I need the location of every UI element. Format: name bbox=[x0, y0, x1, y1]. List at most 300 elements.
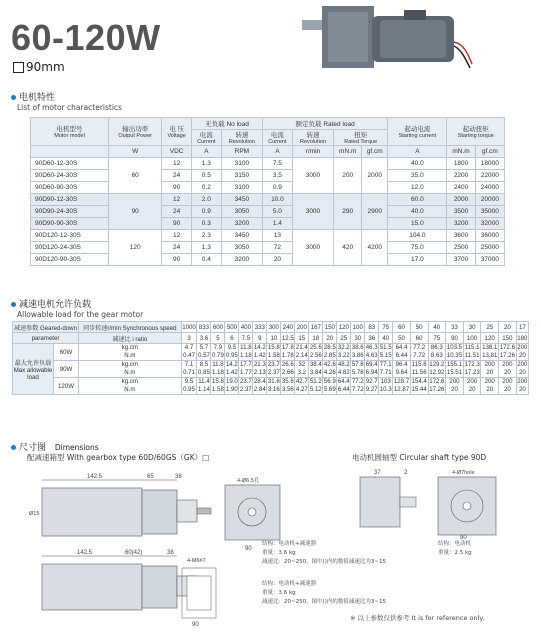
load-cell: 17.7 1.77 bbox=[239, 361, 252, 376]
load-cell: 9.5 0.95 bbox=[183, 378, 195, 393]
unit-cell: A bbox=[191, 146, 221, 158]
load-cell: 200 20 bbox=[517, 344, 528, 359]
shaft-caption: 电动机圆轴型 Circular shaft type 90D bbox=[352, 453, 487, 462]
table-unit-row bbox=[31, 146, 505, 158]
table-cell: 90 bbox=[162, 218, 192, 230]
ratio-cell: 75 bbox=[428, 333, 446, 344]
dim-label: 38 bbox=[175, 474, 182, 480]
table-cell: 24 bbox=[162, 242, 192, 254]
load-cell: 200 20 bbox=[499, 378, 517, 395]
table-cell: 13 bbox=[263, 230, 293, 242]
section-title-cn: 电机特性 bbox=[19, 93, 56, 103]
ratio-cell: 30 bbox=[351, 333, 365, 344]
ratio-cell: 100 bbox=[463, 333, 481, 344]
table-cell: 90 bbox=[109, 194, 162, 230]
table-cell: 7.5 bbox=[263, 158, 293, 170]
load-cell: 69.4 6.94 bbox=[365, 361, 378, 376]
load-cell: 4.7 0.47 bbox=[183, 344, 195, 359]
dim-label: 2 bbox=[404, 470, 408, 476]
speed-cell: 200 bbox=[296, 323, 307, 331]
load-cell: 57.8 5.78 bbox=[351, 361, 364, 376]
load-cell: 14.2 1.42 bbox=[225, 361, 238, 376]
load-cell: 15.8 1.58 bbox=[211, 378, 224, 393]
spec-line: 减速比：20~250。图中()内的数值减速比为3~15 bbox=[262, 559, 387, 565]
speed-cell: 833 bbox=[198, 323, 210, 331]
load-cell: 38.4 3.84 bbox=[309, 361, 322, 376]
dim-label: 90 bbox=[460, 535, 467, 540]
section-title-en: List of motor characteristics bbox=[17, 103, 122, 112]
column-header: 起动电流 Starting current bbox=[388, 118, 447, 146]
table-row bbox=[31, 242, 505, 254]
load-cell: 25.6 2.56 bbox=[309, 344, 322, 359]
table-cell: 22000 bbox=[475, 170, 504, 182]
dim-label: 37 bbox=[374, 470, 381, 476]
spec-line: 重量：3.6 kg bbox=[262, 590, 296, 596]
load-cell: 200 20 bbox=[499, 361, 517, 378]
load-cell: 77.2 7.72 bbox=[410, 344, 428, 361]
load-cell: 23.7 2.37 bbox=[267, 361, 280, 376]
load-cell: 51.2 5.12 bbox=[309, 378, 322, 393]
unit-cell: A bbox=[388, 146, 447, 158]
table-cell: 104.0 bbox=[388, 230, 447, 242]
load-cell: 51.5 5.15 bbox=[379, 344, 392, 359]
table-cell: 2500 bbox=[447, 242, 475, 254]
dim-label: 142.5 bbox=[87, 474, 103, 480]
section-title-en: Allowable load for the gear motor bbox=[17, 310, 144, 319]
table-cell: 90 bbox=[162, 254, 192, 266]
load-cell: 11.8 1.18 bbox=[211, 361, 224, 376]
load-cell: 138.1 13.81 bbox=[482, 344, 498, 359]
table-cell: 2400 bbox=[447, 182, 475, 194]
load-cell: 7.1 0.71 bbox=[183, 361, 195, 376]
model-cell: 90D120-12-30S bbox=[31, 230, 109, 242]
column-header: 电机型号 Motor model bbox=[31, 118, 109, 146]
load-cell: 200 20 bbox=[481, 378, 499, 395]
section-allowable-load bbox=[11, 297, 143, 319]
gearbox-drawing-top bbox=[27, 470, 282, 555]
table-header-row bbox=[13, 322, 529, 333]
table-cell: 36000 bbox=[475, 230, 504, 242]
dim-label: 4-Ø6.5孔 bbox=[237, 478, 260, 484]
speed-cell: 20 bbox=[499, 322, 517, 333]
table-cell: 10.0 bbox=[263, 194, 293, 206]
load-cell: 14.2 1.42 bbox=[253, 344, 266, 359]
spec-line: 重量：3.6 kg bbox=[262, 550, 296, 556]
load-cell: 96.4 9.64 bbox=[393, 361, 411, 378]
column-header: 起动扭矩 Starting torque bbox=[447, 118, 505, 146]
ratio-cell: 60 bbox=[410, 333, 428, 344]
table-cell: 0.2 bbox=[191, 182, 221, 194]
table-cell: 3200 bbox=[221, 218, 262, 230]
column-header: 同步转速r/min Synchronous speed bbox=[78, 322, 181, 333]
power-cell: 90W bbox=[54, 361, 79, 378]
table-cell: 20000 bbox=[475, 194, 504, 206]
load-cell: 172.6 17.26 bbox=[429, 378, 445, 393]
power-cell: 60W bbox=[54, 344, 79, 361]
load-cell: 64.4 6.44 bbox=[337, 378, 350, 393]
table-cell: 90 bbox=[162, 182, 192, 194]
table-cell: 4200 bbox=[362, 230, 388, 266]
table-cell: 37000 bbox=[475, 254, 504, 266]
spec-note-3 bbox=[438, 540, 472, 558]
table-cell: 3100 bbox=[221, 182, 262, 194]
square-icon bbox=[13, 62, 24, 73]
spec-line: 结构：电动机+减速器 bbox=[262, 581, 317, 587]
table-cell: 25000 bbox=[475, 242, 504, 254]
table-cell: 2.3 bbox=[191, 230, 221, 242]
load-cell: 28.5 2.85 bbox=[323, 344, 336, 359]
load-cell: 21.4 2.14 bbox=[295, 344, 308, 359]
load-cell: 7.9 0.79 bbox=[211, 344, 224, 359]
load-cell: 115.6 11.56 bbox=[411, 361, 427, 376]
load-cell: 92.7 9.27 bbox=[365, 378, 378, 393]
load-cell: 200 20 bbox=[517, 378, 528, 393]
speed-cell: 60 bbox=[393, 322, 411, 333]
load-cell: 32 3.2 bbox=[295, 361, 309, 378]
ratio-cell: 3.6 bbox=[197, 333, 211, 344]
speed-cell: 1000 bbox=[182, 323, 196, 331]
model-cell: 90D90-12-30S bbox=[31, 194, 109, 206]
ratio-cell: 90 bbox=[446, 333, 464, 344]
column-header: 电 压 Voltage bbox=[162, 118, 192, 146]
row-header-en: Max allowable load bbox=[13, 366, 53, 381]
ratio-cell: 50 bbox=[393, 333, 411, 344]
table-cell: 420 bbox=[334, 230, 362, 266]
table-cell: 3000 bbox=[292, 194, 333, 230]
speed-cell: 600 bbox=[212, 323, 223, 331]
motor-characteristics-table bbox=[30, 117, 505, 266]
table-row bbox=[13, 378, 529, 395]
unit-cell: r/min bbox=[292, 146, 333, 158]
load-cell: 19.0 1.90 bbox=[225, 378, 238, 393]
dim-label: 4-M6#7 bbox=[187, 558, 206, 564]
table-cell: 3200 bbox=[221, 254, 262, 266]
load-cell: 35.6 3.56 bbox=[281, 378, 294, 393]
speed-cell: 167 bbox=[310, 323, 321, 331]
unit-cell: VDC bbox=[162, 146, 192, 158]
table-cell: 60.0 bbox=[388, 194, 447, 206]
table-cell: 20 bbox=[263, 254, 293, 266]
motor-side-view bbox=[42, 488, 142, 536]
load-cell: 23.7 2.37 bbox=[239, 378, 252, 393]
ratio-cell: 5 bbox=[211, 333, 225, 344]
dim-label: 4-Ø7hole bbox=[452, 470, 475, 476]
table-row bbox=[31, 206, 505, 218]
column-header: 无负载 No load bbox=[191, 118, 262, 130]
model-cell: 90D60-90-30S bbox=[31, 182, 109, 194]
table-row bbox=[13, 344, 529, 361]
unit-cell: mN.m bbox=[447, 146, 475, 158]
load-cell: 32.2 3.22 bbox=[337, 344, 350, 359]
ratio-cell: 3 bbox=[181, 333, 197, 344]
load-cell: 21.3 2.13 bbox=[253, 361, 266, 376]
load-cell: 11.8 1.18 bbox=[239, 344, 252, 359]
table-cell: 40.0 bbox=[388, 158, 447, 170]
table-row bbox=[31, 182, 505, 194]
table-cell: 3500 bbox=[447, 206, 475, 218]
section-title-en: Dimensions bbox=[54, 443, 99, 452]
ratio-cell: 120 bbox=[481, 333, 499, 344]
load-cell: 48.2 4.82 bbox=[337, 361, 350, 376]
spec-line: 重量：2.5 kg bbox=[438, 550, 472, 556]
spec-note-2 bbox=[262, 580, 386, 607]
table-cell: 1.3 bbox=[191, 158, 221, 170]
dim-label: Ø15 bbox=[29, 511, 40, 517]
load-cell: 28.4 2.84 bbox=[253, 378, 266, 393]
load-cell: 200 20 bbox=[446, 378, 464, 395]
table-cell: 5.0 bbox=[263, 206, 293, 218]
load-cell: 26.6 2.66 bbox=[281, 361, 294, 376]
load-cell: 172.3 17.23 bbox=[464, 361, 480, 376]
load-cell: 128.7 12.87 bbox=[393, 378, 410, 393]
load-cell: 42.6 4.26 bbox=[323, 361, 336, 376]
table-cell: 120 bbox=[109, 230, 162, 266]
ratio-cell: 180 bbox=[517, 334, 528, 342]
load-cell: 8.5 0.85 bbox=[197, 361, 210, 376]
ratio-cell: 150 bbox=[499, 333, 517, 344]
load-cell: 31.6 3.16 bbox=[267, 378, 280, 393]
load-cell: 172.6 17.26 bbox=[499, 344, 515, 359]
dim-label: 38 bbox=[167, 550, 174, 556]
load-cell: 86.3 8.63 bbox=[428, 344, 446, 361]
model-cell: 90D60-24-30S bbox=[31, 170, 109, 182]
table-cell: 3200 bbox=[447, 218, 475, 230]
ratio-cell: 20 bbox=[323, 333, 337, 344]
table-row bbox=[31, 230, 505, 242]
load-cell: 103.5 10.35 bbox=[446, 344, 463, 359]
allowable-load-table bbox=[12, 321, 529, 395]
column-header: 输出功率 Output Power bbox=[109, 118, 162, 146]
page-title: 60-120W bbox=[11, 17, 161, 58]
speed-cell: 333 bbox=[254, 323, 265, 331]
speed-cell: 25 bbox=[481, 322, 499, 333]
dim-label: 142.5 bbox=[77, 550, 93, 556]
table-cell: 3.5 bbox=[263, 170, 293, 182]
speed-cell: 100 bbox=[352, 323, 363, 331]
ratio-cell: 15 bbox=[295, 333, 309, 344]
column-header: parameter bbox=[13, 333, 79, 344]
table-cell: 2000 bbox=[447, 194, 475, 206]
unit-cell: A bbox=[263, 146, 293, 158]
reference-note: ※ 以上参数仅供参考 It is for reference only. bbox=[350, 614, 485, 622]
shaft-drawing bbox=[352, 465, 502, 540]
table-cell: 12 bbox=[162, 230, 192, 242]
dim-label: 65 bbox=[147, 474, 154, 480]
column-header: 转速 Revolution bbox=[292, 130, 333, 146]
column-header: 减速参数 Geared-down bbox=[13, 322, 79, 333]
table-cell: 0.9 bbox=[263, 182, 293, 194]
column-header: 电流 Current bbox=[191, 130, 221, 146]
table-cell: 60 bbox=[109, 158, 162, 194]
section-title-cn: 尺寸图 bbox=[19, 443, 47, 453]
speed-cell: 120 bbox=[338, 323, 349, 331]
table-cell: 3000 bbox=[292, 230, 333, 266]
table-cell: 2.0 bbox=[191, 194, 221, 206]
dim-label: 90 bbox=[192, 622, 199, 628]
model-cell: 90D90-90-30S bbox=[31, 218, 109, 230]
load-cell: 56.9 5.69 bbox=[323, 378, 336, 393]
speed-cell: 240 bbox=[282, 323, 293, 331]
unit-cell bbox=[31, 146, 109, 158]
table-cell: 1.3 bbox=[191, 242, 221, 254]
load-cell: 103 10.3 bbox=[379, 378, 392, 393]
table-cell: 3450 bbox=[221, 194, 262, 206]
model-cell: 90D120-90-30S bbox=[31, 254, 109, 266]
load-cell: 38.6 3.86 bbox=[351, 344, 364, 359]
speed-cell: 150 bbox=[324, 323, 335, 331]
table-row bbox=[13, 361, 529, 378]
spec-line: 减速比：20~250。图中()内的数值减速比为3~15 bbox=[262, 599, 387, 605]
speed-cell: 75 bbox=[379, 322, 393, 333]
table-cell: 2200 bbox=[447, 170, 475, 182]
table-row bbox=[31, 254, 505, 266]
gearbox-caption: 配减速箱型 With gearbox type 60D/60GS（GK）□ bbox=[27, 453, 210, 462]
terminal-box bbox=[404, 10, 426, 20]
unit-cell: gf.cm bbox=[362, 146, 388, 158]
load-cell: 77.2 7.72 bbox=[351, 378, 364, 393]
bullet-icon bbox=[11, 302, 16, 307]
load-cell: 11.4 1.14 bbox=[197, 378, 210, 393]
table-cell: 3100 bbox=[221, 158, 262, 170]
table-cell: 3700 bbox=[447, 254, 475, 266]
spec-line: 结构：电动机 bbox=[438, 541, 472, 547]
unit-cell: RPM bbox=[221, 146, 262, 158]
load-cell: 9.5 0.95 bbox=[225, 344, 238, 359]
load-cell: 200 20 bbox=[517, 361, 528, 376]
table-cell: 290 bbox=[334, 194, 362, 230]
table-cell: 35000 bbox=[475, 206, 504, 218]
speed-cell: 50 bbox=[410, 322, 428, 333]
frame-size bbox=[13, 60, 65, 74]
table-cell: 2900 bbox=[362, 194, 388, 230]
load-cell: 42.7 4.27 bbox=[295, 378, 308, 393]
table-cell: 0.9 bbox=[191, 206, 221, 218]
table-cell: 18000 bbox=[475, 158, 504, 170]
load-cell: 64.4 6.44 bbox=[393, 344, 411, 361]
table-cell: 3600 bbox=[447, 230, 475, 242]
row-header bbox=[13, 344, 54, 395]
table-cell: 40.0 bbox=[388, 206, 447, 218]
model-cell: 90D90-24-30S bbox=[31, 206, 109, 218]
ratio-cell: 10 bbox=[267, 333, 281, 344]
table-cell: 3000 bbox=[292, 158, 333, 194]
speed-cell: 17 bbox=[516, 322, 528, 333]
speed-cell: 300 bbox=[268, 323, 279, 331]
table-cell: 15.0 bbox=[388, 218, 447, 230]
power-cell: 120W bbox=[54, 378, 79, 395]
unit-cell: mN.m bbox=[334, 146, 362, 158]
table-header-row bbox=[31, 118, 505, 130]
ratio-cell: 12.5 bbox=[281, 334, 294, 342]
table-cell: 200 bbox=[334, 158, 362, 194]
table-row bbox=[31, 170, 505, 182]
table-header-row bbox=[13, 333, 529, 344]
speed-cell: 500 bbox=[226, 323, 237, 331]
load-cell: 154.4 15.44 bbox=[411, 378, 427, 393]
speed-cell: 40 bbox=[428, 322, 446, 333]
speed-cell: 83 bbox=[365, 322, 379, 333]
speed-cell: 30 bbox=[463, 322, 481, 333]
model-cell: 90D120-24-30S bbox=[31, 242, 109, 254]
ratio-cell: 40 bbox=[379, 333, 393, 344]
load-cell: 46.3 4.63 bbox=[365, 344, 378, 359]
ratio-cell: 18 bbox=[309, 333, 323, 344]
column-header: 电流 Current bbox=[263, 130, 293, 146]
table-cell: 12 bbox=[162, 158, 192, 170]
load-cell: 200 20 bbox=[463, 378, 481, 395]
table-row bbox=[31, 218, 505, 230]
table-cell: 3150 bbox=[221, 170, 262, 182]
column-header: 转速 Revolution bbox=[221, 130, 262, 146]
unit-cell: gf.cm bbox=[475, 146, 504, 158]
table-cell: 12.0 bbox=[388, 182, 447, 194]
frame-size-label: 90mm bbox=[26, 60, 65, 74]
table-cell: 35.0 bbox=[388, 170, 447, 182]
table-cell: 24 bbox=[162, 206, 192, 218]
table-cell: 17.0 bbox=[388, 254, 447, 266]
column-header: 减速比 i ratio bbox=[78, 333, 181, 344]
load-cell: 5.7 0.57 bbox=[197, 344, 210, 359]
load-cell: 15.8 1.58 bbox=[267, 344, 280, 359]
spec-line: 结构：电动机+减速器 bbox=[262, 541, 317, 547]
table-cell: 3050 bbox=[221, 242, 262, 254]
gearbox-drawing-bottom bbox=[27, 548, 282, 630]
column-header: 扭矩 Rated Torque bbox=[334, 130, 388, 146]
table-cell: 3050 bbox=[221, 206, 262, 218]
table-cell: 75.0 bbox=[388, 242, 447, 254]
motor-image bbox=[284, 2, 474, 82]
bullet-icon bbox=[11, 95, 16, 100]
table-row bbox=[31, 158, 505, 170]
load-cell: 17.8 1.78 bbox=[281, 344, 294, 359]
table-cell: 0.3 bbox=[191, 218, 221, 230]
table-row bbox=[31, 194, 505, 206]
table-cell: 3450 bbox=[221, 230, 262, 242]
table-cell: 72 bbox=[263, 242, 293, 254]
ratio-cell: 6 bbox=[225, 333, 239, 344]
spec-note-1 bbox=[262, 540, 386, 567]
table-cell: 2000 bbox=[362, 158, 388, 194]
ratio-cell: 7.5 bbox=[239, 333, 253, 344]
section-motor-characteristics bbox=[11, 90, 122, 112]
table-cell: 24000 bbox=[475, 182, 504, 194]
load-cell: 200 20 bbox=[481, 361, 499, 378]
row-header-cn: 最大允许负载 bbox=[14, 359, 52, 367]
column-header: 额定负载 Rated load bbox=[263, 118, 388, 130]
table-cell: 0.5 bbox=[191, 170, 221, 182]
load-cell: 77.1 7.71 bbox=[379, 361, 392, 376]
dim-label: 90 bbox=[245, 546, 252, 552]
load-cell: 155.1 15.51 bbox=[446, 361, 463, 376]
section-title-cn: 减速电机允许负载 bbox=[19, 300, 92, 310]
table-cell: 24 bbox=[162, 170, 192, 182]
load-cell: 115.1 11.51 bbox=[464, 344, 480, 359]
speed-cell: 33 bbox=[446, 322, 464, 333]
bullet-icon bbox=[11, 445, 16, 450]
table-cell: 1800 bbox=[447, 158, 475, 170]
unit-cell: kg.cm N.m bbox=[78, 378, 181, 395]
table-cell: 32000 bbox=[475, 218, 504, 230]
table-cell: 12 bbox=[162, 194, 192, 206]
ratio-cell: 9 bbox=[253, 333, 267, 344]
unit-cell: kg.cm N.m bbox=[78, 344, 181, 361]
ratio-cell: 36 bbox=[365, 333, 379, 344]
table-cell: 1.4 bbox=[263, 218, 293, 230]
load-cell: 129.2 12.92 bbox=[429, 361, 445, 376]
dim-label: 60(42) bbox=[125, 550, 143, 556]
ratio-cell: 25 bbox=[337, 333, 351, 344]
model-cell: 90D60-12-30S bbox=[31, 158, 109, 170]
